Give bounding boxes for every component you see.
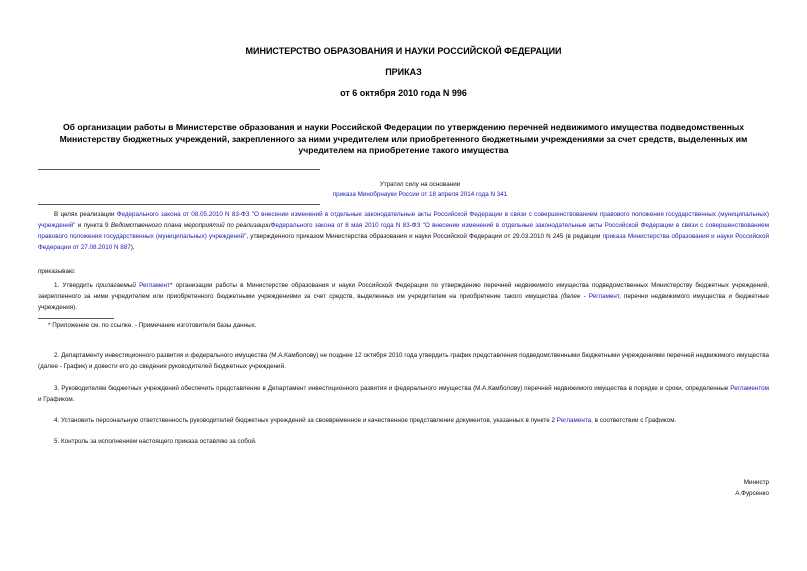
doc-type-heading: ПРИКАЗ	[385, 67, 422, 77]
status-repeal-link[interactable]: приказа Минобрнауки России от 18 апреля 2014 года N 341	[332, 191, 508, 198]
item-4	[38, 415, 769, 426]
separator-line	[38, 169, 320, 170]
intro-text: и пункта 9	[75, 222, 111, 229]
ministry-order-link[interactable]: приказа Министерства образования и науки Российской Федерации от 27.08.2010 N 887	[38, 233, 770, 251]
item-3	[38, 383, 769, 405]
regulation-link-3[interactable]: Регламентом	[730, 385, 769, 392]
item-1	[38, 280, 769, 313]
item-3-text: 3. Руководителям бюджетных учреждений обеспечить представление в Департамент инвестиционного развития и федерального имущества (М.А.Камболову) перечней недвижимого имущества в порядке и сроки, определенные	[54, 385, 731, 392]
regulation-link[interactable]: Регламент	[139, 282, 171, 289]
item-1-text: 1. Утвердить	[54, 282, 96, 289]
status-note	[300, 180, 540, 200]
item-1-italic: (далее -	[560, 293, 589, 300]
item-1-text: * организации работы в Министерстве образования и науки Российской Федерации по утверждению перечней недвижимого имущества подведомственных Министерству бюджетных учреждений, закрепленного за ними учредителем или приобретенного бюджетными учреждениями за счет средств, выделенных им учредителем на приобретение такого имущества	[38, 282, 770, 300]
footnote: * Приложение см. по ссылке. - Примечание изготовителя базы данных.	[48, 322, 257, 329]
intro-paragraph	[38, 209, 769, 253]
status-line: Утратил силу на основании	[379, 181, 461, 188]
intro-italic-text: Ведомственного плана мероприятий по реализации	[110, 222, 271, 229]
item-1-italic: прилагаемый	[95, 282, 136, 289]
order-word: приказываю:	[38, 268, 76, 275]
item-2: 2. Департаменту инвестиционного развития и федерального имущества (М.А.Камболову) не позднее 12 октября 2010 года утвердить график представления подведомственными бюджетными учреждениями перечней недвижимого имущества (далее - График) и довести его до сведения руководителей бюджетных учреждений.	[38, 352, 769, 370]
federal-law-link[interactable]: Федерального закона от 08.05.2010 N 83-ФЗ "О внесении изменений в отдельные законодательные акты Российской Федерации в связи с совершенствованием правового положения государственных (муниципальных) учреждений"	[38, 211, 769, 229]
signature-position: Министр	[743, 479, 769, 486]
intro-text: ),	[130, 244, 135, 251]
item-4-text: 4. Установить персональную ответственность руководителей бюджетных учреждений за своевременное и качественное представление документов, указанных в пункте 2	[54, 417, 557, 424]
separator-line	[38, 204, 320, 205]
intro-text: В целях реализации	[54, 211, 117, 218]
federal-law-link-2[interactable]: Федерального закона от 8 мая 2010 года N 83-ФЗ "О внесении изменений в отдельные законодательные акты Российской Федерации в связи с совершенствованием правового положения государственных (муниципальных) учреждений"	[38, 222, 769, 240]
item-4-text: , в соответствии с Графиком.	[591, 417, 677, 424]
regulation-link-2[interactable]: Регламент	[588, 293, 620, 300]
signature-name: А.Фурсенко	[735, 489, 769, 497]
signature-block	[735, 478, 769, 499]
item-1-text: , перечни недвижимого имущества и бюджетные учреждения).	[38, 293, 769, 311]
item-3-text: и Графиком.	[38, 396, 75, 403]
ministry-heading: МИНИСТЕРСТВО ОБРАЗОВАНИЯ И НАУКИ РОССИЙСКОЙ ФЕДЕРАЦИИ	[245, 46, 562, 56]
date-number-heading: от 6 октября 2010 года N 996	[340, 88, 467, 98]
item-5: 5. Контроль за исполнением настоящего приказа оставляю за собой.	[54, 438, 257, 445]
regulation-link-4[interactable]: Регламента	[556, 417, 592, 424]
document-title: Об организации работы в Министерстве образования и науки Российской Федерации по утверждению перечней недвижимого имущества подведомственных Министерству бюджетных учреждений, закрепленного за ними учредителем или приобретенного бюджетными учреждениями за счет средств, выделенных им учредителем на приобретение такого имущества	[59, 122, 748, 155]
intro-text: , утвержденного приказом Министерства образования и науки Российской Федерации от 29.03.2010 N 245 (в редакции	[246, 233, 603, 240]
footnote-separator	[38, 318, 114, 319]
